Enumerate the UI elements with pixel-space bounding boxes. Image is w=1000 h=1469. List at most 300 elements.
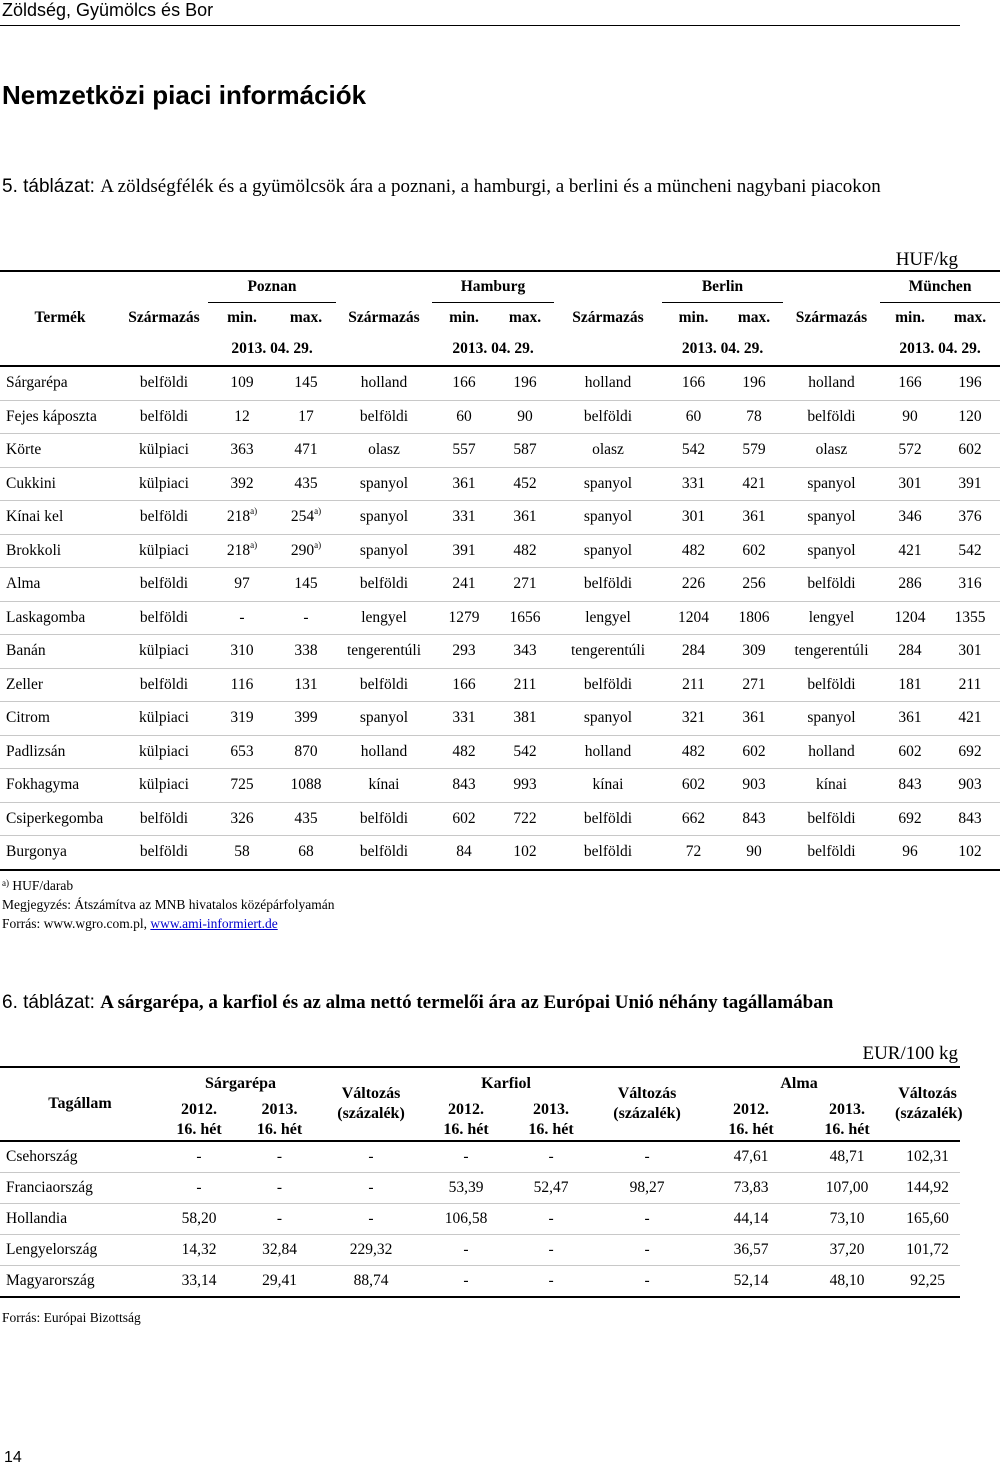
price-cell: 301 <box>880 467 940 501</box>
footnote-mark: a) <box>314 506 322 517</box>
col-header-origin: Származás <box>348 308 420 326</box>
table-row <box>0 467 1000 501</box>
price-cell: 316 <box>940 568 1000 602</box>
col-header-min: min. <box>678 309 709 326</box>
product-cell: Körte <box>0 434 120 468</box>
price-cell: 60 <box>662 400 725 434</box>
price-cell: 293 <box>432 635 496 669</box>
price-cell: - <box>208 601 276 635</box>
origin-cell: belföldi <box>120 501 208 535</box>
origin-cell: spanyol <box>336 702 432 736</box>
origin-cell: belföldi <box>783 836 880 870</box>
city-header-hamburg: Hamburg <box>432 271 554 303</box>
origin-cell: belföldi <box>783 802 880 836</box>
price-cell: - <box>276 601 336 635</box>
table-row <box>0 501 1000 535</box>
price-cell: 241 <box>432 568 496 602</box>
price-cell: 843 <box>432 769 496 803</box>
price-cell: 254$^{a)}$ <box>276 501 336 535</box>
col-header-change: Változás (százalék) <box>591 1067 703 1141</box>
price-cell: 290$^{a)}$ <box>276 534 336 568</box>
value-cell: - <box>238 1204 321 1235</box>
origin-cell: spanyol <box>554 501 662 535</box>
value-cell: - <box>511 1141 591 1173</box>
origin-cell: spanyol <box>783 501 880 535</box>
price-cell: 903 <box>940 769 1000 803</box>
price-cell: 196 <box>725 366 783 400</box>
price-cell: 58 <box>208 836 276 870</box>
price-cell: 392 <box>208 467 276 501</box>
footnote-mark: a) <box>314 539 322 550</box>
col-header-2013-week: 2013. 16. hét <box>511 1100 591 1141</box>
value-cell: 165,60 <box>895 1204 960 1235</box>
price-cell: 843 <box>725 802 783 836</box>
value-cell: - <box>591 1266 703 1298</box>
product-cell: Cukkini <box>0 467 120 501</box>
price-cell: 17 <box>276 400 336 434</box>
origin-cell: spanyol <box>783 702 880 736</box>
price-cell: 196 <box>940 366 1000 400</box>
price-cell: 602 <box>880 735 940 769</box>
value-cell: - <box>421 1235 511 1266</box>
value-cell: - <box>160 1173 238 1204</box>
table-row <box>0 702 1000 736</box>
col-header-max: max. <box>737 309 771 326</box>
city-header-munchen: München <box>880 271 1000 303</box>
origin-cell: holland <box>554 366 662 400</box>
group-header-cauliflower: Karfiol <box>421 1067 591 1100</box>
value-cell: 36,57 <box>703 1235 799 1266</box>
product-cell: Laskagomba <box>0 601 120 635</box>
table-row <box>0 836 1000 870</box>
price-cell: 145 <box>276 366 336 400</box>
price-cell: 145 <box>276 568 336 602</box>
price-cell: 692 <box>880 802 940 836</box>
col-header-min: min. <box>895 309 925 326</box>
col-header-change: Változás (százalék) <box>895 1067 960 1141</box>
origin-cell: spanyol <box>783 467 880 501</box>
table1-notes <box>2 876 335 933</box>
price-cell: 321 <box>662 702 725 736</box>
origin-cell: külpiaci <box>120 534 208 568</box>
price-cell: 421 <box>725 467 783 501</box>
table-row <box>0 400 1000 434</box>
origin-cell: olasz <box>554 434 662 468</box>
col-header-2012-week: 2012. 16. hét <box>160 1100 238 1141</box>
table2-caption-title: A sárgarépa, a karfiol és az alma nettó termelői ára az Európai Unió néhány tagállamában <box>100 992 834 1013</box>
price-cell: 218$^{a)}$ <box>208 501 276 535</box>
price-cell: 361 <box>432 467 496 501</box>
price-cell: 843 <box>880 769 940 803</box>
value-cell: - <box>160 1141 238 1173</box>
price-cell: 166 <box>880 366 940 400</box>
table1-unit: HUF/kg <box>895 249 958 270</box>
producer-price-table <box>0 1066 963 1298</box>
price-cell: 301 <box>662 501 725 535</box>
footnote-text: HUF/darab <box>9 878 74 893</box>
source-link[interactable]: www.ami-informiert.de <box>150 916 278 931</box>
col-header-2013-week: 2013. 16. hét <box>799 1100 895 1141</box>
col-header-origin: Származás <box>128 308 200 326</box>
country-cell: Magyarország <box>0 1266 160 1298</box>
country-cell: Lengyelország <box>0 1235 160 1266</box>
price-cell: 381 <box>496 702 554 736</box>
price-cell: 692 <box>940 735 1000 769</box>
price-cell: 1204 <box>662 601 725 635</box>
price-cell: 166 <box>662 366 725 400</box>
price-cell: 166 <box>432 668 496 702</box>
price-cell: 662 <box>662 802 725 836</box>
origin-cell: olasz <box>783 434 880 468</box>
footnote-mark: a) <box>2 878 9 888</box>
origin-cell: belföldi <box>336 568 432 602</box>
value-cell: - <box>321 1141 421 1173</box>
price-cell: 1279 <box>432 601 496 635</box>
origin-cell: belföldi <box>336 668 432 702</box>
origin-cell: belföldi <box>783 568 880 602</box>
value-cell: 33,14 <box>160 1266 238 1298</box>
table1-caption-title: A zöldségfélék és a gyümölcsök ára a poznani, a hamburgi, a berlini és a müncheni nagybani piacokon <box>100 176 881 197</box>
price-cell: 72 <box>662 836 725 870</box>
origin-cell: külpiaci <box>120 434 208 468</box>
price-cell: 722 <box>496 802 554 836</box>
value-cell: - <box>591 1141 703 1173</box>
price-cell: 84 <box>432 836 496 870</box>
product-cell: Zeller <box>0 668 120 702</box>
table-row <box>0 802 1000 836</box>
price-cell: 326 <box>208 802 276 836</box>
origin-cell: belföldi <box>336 836 432 870</box>
price-cell: 482 <box>496 534 554 568</box>
col-header-country: Tagállam <box>0 1067 160 1141</box>
product-cell: Kínai kel <box>0 501 120 535</box>
value-cell: - <box>511 1235 591 1266</box>
value-cell: 229,32 <box>321 1235 421 1266</box>
value-cell: 48,10 <box>799 1266 895 1298</box>
origin-cell: belföldi <box>120 568 208 602</box>
price-cell: 363 <box>208 434 276 468</box>
price-cell: 338 <box>276 635 336 669</box>
origin-cell: kínai <box>554 769 662 803</box>
price-cell: 361 <box>725 501 783 535</box>
table1-caption <box>2 174 942 200</box>
price-cell: 109 <box>208 366 276 400</box>
origin-cell: holland <box>336 366 432 400</box>
col-header-max: max. <box>289 309 323 326</box>
price-cell: 361 <box>496 501 554 535</box>
table-row <box>0 668 1000 702</box>
col-header-origin: Származás <box>795 308 868 326</box>
price-cell: 102 <box>496 836 554 870</box>
col-header-min: min. <box>227 309 257 326</box>
price-cell: 903 <box>725 769 783 803</box>
price-cell: 542 <box>496 735 554 769</box>
price-cell: 843 <box>940 802 1000 836</box>
price-cell: 1204 <box>880 601 940 635</box>
origin-cell: spanyol <box>336 534 432 568</box>
col-header-max: max. <box>508 309 542 326</box>
origin-cell: belföldi <box>554 400 662 434</box>
price-cell: 399 <box>276 702 336 736</box>
value-cell: 144,92 <box>895 1173 960 1204</box>
price-cell: 331 <box>662 467 725 501</box>
price-cell: 343 <box>496 635 554 669</box>
price-cell: 319 <box>208 702 276 736</box>
origin-cell: spanyol <box>336 467 432 501</box>
value-cell: 101,72 <box>895 1235 960 1266</box>
price-cell: 993 <box>496 769 554 803</box>
origin-cell: spanyol <box>554 467 662 501</box>
origin-cell: külpiaci <box>120 735 208 769</box>
country-cell: Franciaország <box>0 1173 160 1204</box>
country-cell: Hollandia <box>0 1204 160 1235</box>
price-cell: 376 <box>940 501 1000 535</box>
value-cell: 37,20 <box>799 1235 895 1266</box>
origin-cell: holland <box>783 366 880 400</box>
product-cell: Fejes káposzta <box>0 400 120 434</box>
origin-cell: belföldi <box>554 802 662 836</box>
price-cell: 196 <box>496 366 554 400</box>
price-cell: 131 <box>276 668 336 702</box>
product-cell: Csiperkegomba <box>0 802 120 836</box>
origin-cell: belföldi <box>120 366 208 400</box>
price-cell: 310 <box>208 635 276 669</box>
origin-cell: kínai <box>336 769 432 803</box>
price-cell: 96 <box>880 836 940 870</box>
product-cell: Sárgarépa <box>0 366 120 400</box>
origin-cell: külpiaci <box>120 635 208 669</box>
col-header-product: Termék <box>34 308 86 326</box>
running-header <box>0 0 960 26</box>
value-cell: 98,27 <box>591 1173 703 1204</box>
price-cell: 602 <box>725 735 783 769</box>
col-header-2012-week: 2012. 16. hét <box>421 1100 511 1141</box>
value-cell: 92,25 <box>895 1266 960 1298</box>
value-cell: 48,71 <box>799 1141 895 1173</box>
price-cell: 421 <box>940 702 1000 736</box>
date-header: 2013. 04. 29. <box>662 333 783 366</box>
origin-cell: olasz <box>336 434 432 468</box>
price-cell: 166 <box>432 366 496 400</box>
col-header-change: Változás (százalék) <box>321 1067 421 1141</box>
value-cell: 44,14 <box>703 1204 799 1235</box>
origin-cell: spanyol <box>554 702 662 736</box>
page-number: 14 <box>4 1449 22 1466</box>
price-cell: 271 <box>496 568 554 602</box>
col-header-2013-week: 2013. 16. hét <box>238 1100 321 1141</box>
origin-cell: belföldi <box>783 400 880 434</box>
date-header: 2013. 04. 29. <box>208 333 336 366</box>
product-cell: Citrom <box>0 702 120 736</box>
price-cell: 435 <box>276 467 336 501</box>
table-row <box>0 735 1000 769</box>
col-header-origin: Származás <box>572 308 644 326</box>
source-prefix: Forrás: www.wgro.com.pl, <box>2 916 151 931</box>
price-cell: 211 <box>496 668 554 702</box>
price-cell: 557 <box>432 434 496 468</box>
price-cell: 579 <box>725 434 783 468</box>
table1-caption-prefix: 5. táblázat: <box>2 176 101 197</box>
col-header-min: min. <box>449 309 479 326</box>
price-cell: 602 <box>662 769 725 803</box>
origin-cell: spanyol <box>336 501 432 535</box>
col-header-max: max. <box>953 309 987 326</box>
price-cell: 542 <box>940 534 1000 568</box>
origin-cell: belföldi <box>336 802 432 836</box>
price-table-markets <box>0 270 1000 871</box>
price-cell: 482 <box>432 735 496 769</box>
value-cell: 73,10 <box>799 1204 895 1235</box>
origin-cell: belföldi <box>120 836 208 870</box>
price-cell: 542 <box>662 434 725 468</box>
origin-cell: belföldi <box>120 601 208 635</box>
price-cell: 331 <box>432 501 496 535</box>
price-cell: 256 <box>725 568 783 602</box>
value-cell: - <box>421 1141 511 1173</box>
price-cell: 1355 <box>940 601 1000 635</box>
origin-cell: belföldi <box>554 668 662 702</box>
value-cell: 53,39 <box>421 1173 511 1204</box>
value-cell: 58,20 <box>160 1204 238 1235</box>
footnote <box>2 876 335 895</box>
price-cell: 421 <box>880 534 940 568</box>
product-cell: Padlizsán <box>0 735 120 769</box>
price-cell: 60 <box>432 400 496 434</box>
price-cell: 870 <box>276 735 336 769</box>
value-cell: 32,84 <box>238 1235 321 1266</box>
price-cell: 602 <box>940 434 1000 468</box>
price-cell: 211 <box>662 668 725 702</box>
price-cell: 90 <box>725 836 783 870</box>
product-cell: Brokkoli <box>0 534 120 568</box>
value-cell: - <box>238 1173 321 1204</box>
value-cell: 106,58 <box>421 1204 511 1235</box>
table2-source: Forrás: Európai Bizottság <box>2 1310 141 1325</box>
group-header-carrot: Sárgarépa <box>160 1067 321 1100</box>
table-row <box>0 769 1000 803</box>
value-cell: - <box>511 1204 591 1235</box>
price-cell: 271 <box>725 668 783 702</box>
origin-cell: belföldi <box>783 668 880 702</box>
price-cell: 452 <box>496 467 554 501</box>
price-cell: 1088 <box>276 769 336 803</box>
price-cell: 284 <box>880 635 940 669</box>
value-cell: - <box>591 1235 703 1266</box>
price-cell: 102 <box>940 836 1000 870</box>
value-cell: 14,32 <box>160 1235 238 1266</box>
origin-cell: tengerentúli <box>554 635 662 669</box>
table-row <box>0 1204 960 1235</box>
value-cell: 107,00 <box>799 1173 895 1204</box>
value-cell: 52,47 <box>511 1173 591 1204</box>
price-cell: 602 <box>725 534 783 568</box>
value-cell: 47,61 <box>703 1141 799 1173</box>
date-header: 2013. 04. 29. <box>432 333 554 366</box>
running-header-title: Zöldség, Gyümölcs és Bor <box>2 0 214 20</box>
city-header-poznan: Poznan <box>208 271 336 303</box>
date-header: 2013. 04. 29. <box>880 333 1000 366</box>
origin-cell: belföldi <box>554 568 662 602</box>
value-cell: 102,31 <box>895 1141 960 1173</box>
origin-cell: belföldi <box>120 668 208 702</box>
value-cell: 52,14 <box>703 1266 799 1298</box>
table-row <box>0 1266 960 1298</box>
price-cell: 391 <box>940 467 1000 501</box>
origin-cell: lengyel <box>336 601 432 635</box>
table-row <box>0 434 1000 468</box>
price-cell: 361 <box>880 702 940 736</box>
value-cell: - <box>321 1173 421 1204</box>
product-cell: Burgonya <box>0 836 120 870</box>
price-cell: 97 <box>208 568 276 602</box>
origin-cell: lengyel <box>783 601 880 635</box>
price-cell: 482 <box>662 534 725 568</box>
origin-cell: belföldi <box>120 802 208 836</box>
table-row <box>0 635 1000 669</box>
price-cell: 725 <box>208 769 276 803</box>
price-cell: 90 <box>880 400 940 434</box>
value-cell: 73,83 <box>703 1173 799 1204</box>
value-cell: - <box>421 1266 511 1298</box>
product-cell: Banán <box>0 635 120 669</box>
price-cell: 471 <box>276 434 336 468</box>
value-cell: 29,41 <box>238 1266 321 1298</box>
price-cell: 218$^{a)}$ <box>208 534 276 568</box>
origin-cell: külpiaci <box>120 702 208 736</box>
city-header-berlin: Berlin <box>662 271 783 303</box>
product-cell: Alma <box>0 568 120 602</box>
origin-cell: tengerentúli <box>336 635 432 669</box>
table-row <box>0 568 1000 602</box>
table2-caption-prefix: 6. táblázat: <box>2 992 101 1013</box>
price-cell: 284 <box>662 635 725 669</box>
table-row <box>0 366 1000 400</box>
price-cell: 361 <box>725 702 783 736</box>
price-cell: 1656 <box>496 601 554 635</box>
price-cell: 435 <box>276 802 336 836</box>
price-cell: 226 <box>662 568 725 602</box>
price-cell: 286 <box>880 568 940 602</box>
value-cell: 88,74 <box>321 1266 421 1298</box>
origin-cell: holland <box>336 735 432 769</box>
origin-cell: külpiaci <box>120 769 208 803</box>
origin-cell: lengyel <box>554 601 662 635</box>
footnote-mark: a) <box>250 506 258 517</box>
group-header-apple: Alma <box>703 1067 895 1100</box>
value-cell: - <box>591 1204 703 1235</box>
note: Megjegyzés: Átszámítva az MNB hivatalos középárfolyamán <box>2 897 335 912</box>
price-cell: 653 <box>208 735 276 769</box>
price-cell: 602 <box>432 802 496 836</box>
origin-cell: spanyol <box>783 534 880 568</box>
price-cell: 12 <box>208 400 276 434</box>
price-cell: 309 <box>725 635 783 669</box>
price-cell: 331 <box>432 702 496 736</box>
origin-cell: belföldi <box>554 836 662 870</box>
price-cell: 120 <box>940 400 1000 434</box>
origin-cell: tengerentúli <box>783 635 880 669</box>
price-cell: 572 <box>880 434 940 468</box>
origin-cell: spanyol <box>554 534 662 568</box>
price-cell: 90 <box>496 400 554 434</box>
table-row <box>0 1173 960 1204</box>
table-row <box>0 1141 960 1173</box>
value-cell: - <box>321 1204 421 1235</box>
price-cell: 68 <box>276 836 336 870</box>
table2-caption <box>2 990 833 1016</box>
price-cell: 116 <box>208 668 276 702</box>
origin-cell: holland <box>554 735 662 769</box>
